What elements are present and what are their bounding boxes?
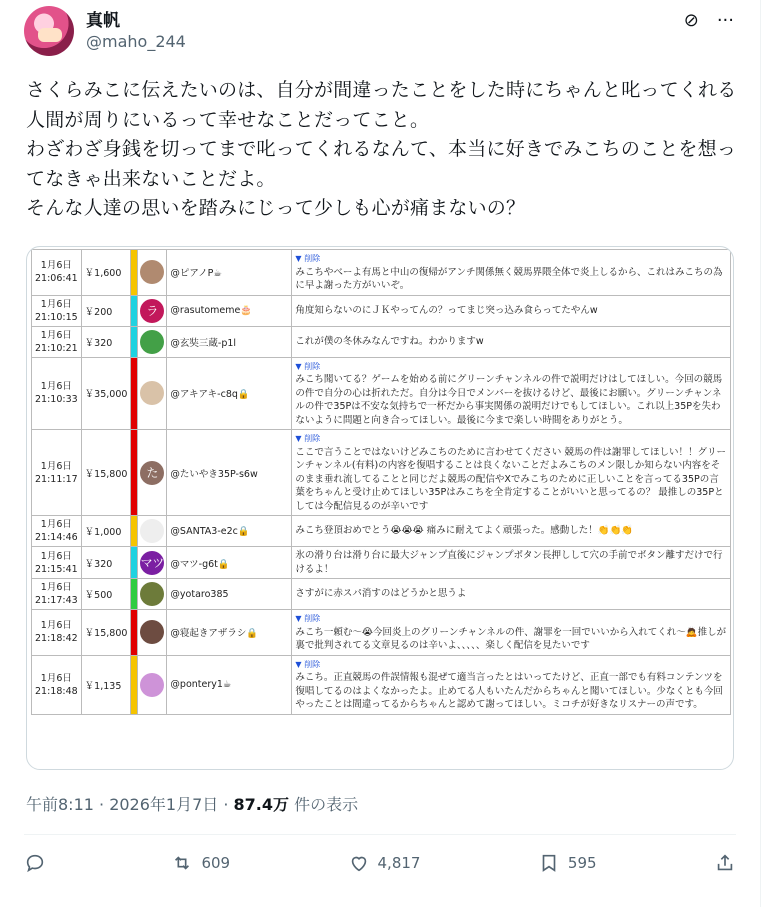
superchat-message: ここで言うことではないけどみこちのために言わせてください 競馬の件は謝罪してほしい！！グリーンチャンネル(有料)の内容を復唱することは良くないことだよみこちのメン限しか知らない内容をそのまま垂れ流してることと同じだよ競馬の配信やXでみこちのために正しいことを言ってる35Pの言葉をちゃんと受け止めてほしい35Pはみこちを全肯定することがいいと思ってるの？ 最推しの35Pとしては今配信見るのが辛いです — [295, 446, 726, 512]
post-meta — [26, 792, 358, 815]
superchat-color-bar — [131, 516, 138, 547]
superchat-message-cell — [292, 610, 731, 656]
superchat-username: @マツ-g6t🔒 — [167, 547, 292, 579]
superchat-amount: ￥1,000 — [81, 516, 131, 547]
action-bar — [24, 852, 736, 874]
user-avatar — [140, 582, 164, 606]
like-count: 4,817 — [377, 854, 421, 872]
post-timestamp[interactable]: 午前8:11 · 2026年1月7日 · — [26, 795, 234, 814]
superchat-message-cell — [292, 655, 731, 714]
post-paragraph: そんな人達の思いを踏みにじって少しも心が痛まないの？ — [26, 197, 526, 219]
superchat-message-cell — [292, 579, 731, 610]
superchat-table — [31, 249, 731, 715]
superchat-color-bar — [131, 326, 138, 357]
superchat-color-bar — [131, 547, 138, 579]
superchat-amount: ￥200 — [81, 295, 131, 326]
repost-icon — [171, 852, 193, 874]
superchat-amount: ￥15,800 — [81, 430, 131, 516]
superchat-row — [32, 326, 731, 357]
superchat-avatar-cell — [138, 655, 167, 714]
post-text — [26, 76, 738, 224]
bookmark-count: 595 — [567, 854, 597, 872]
superchat-username: @pontery1☕ — [167, 655, 292, 714]
user-avatar — [140, 381, 164, 405]
superchat-date: 1月6日 21:10:21 — [32, 326, 82, 357]
view-suffix: 件の表示 — [289, 795, 359, 814]
superchat-username: @ピアノP☕ — [167, 250, 292, 296]
user-avatar — [140, 673, 164, 697]
superchat-row — [32, 610, 731, 656]
author-name[interactable]: 真帆 — [86, 11, 120, 31]
superchat-message-cell — [292, 295, 731, 326]
superchat-message: さすがに赤スパ消すのはどうかと思うよ — [295, 588, 467, 600]
superchat-username: @玄奘三蔵-p1l — [167, 326, 292, 357]
superchat-avatar-cell — [138, 326, 167, 357]
more-options-icon[interactable]: ··· — [716, 10, 734, 31]
superchat-message: みこち一頼む〜😭今回炎上のグリーンチャンネルの件、謝罪を一回でいいから入れてくれ〜🙇推しが裏で批判されてる文章見るのは辛いよ、、、、、楽しく配信を見たいです — [295, 626, 727, 651]
superchat-message-cell — [292, 250, 731, 296]
author-handle[interactable]: @maho_244 — [86, 32, 186, 51]
superchat-username: @rasutomeme🎂 — [167, 295, 292, 326]
superchat-message: これが僕の冬休みなんですね。わかりますw — [295, 335, 484, 347]
superchat-username: @SANTA3-e2c🔒 — [167, 516, 292, 547]
superchat-message: みこち登頂おめでとう😭😭😭 痛みに耐えてよく頑張った。感動した！👏👏👏 — [295, 525, 634, 537]
view-count: 87.4万 — [233, 795, 290, 814]
superchat-color-bar — [131, 295, 138, 326]
superchat-row — [32, 655, 731, 714]
superchat-date: 1月6日 21:18:48 — [32, 655, 82, 714]
reply-icon — [24, 852, 46, 874]
superchat-message: 角度知らないのにＪＫやってんの？ってまじ突っ込み食らってたやんw — [295, 304, 598, 316]
superchat-date: 1月6日 21:06:41 — [32, 250, 82, 296]
superchat-avatar-cell — [138, 357, 167, 430]
superchat-date: 1月6日 21:17:43 — [32, 579, 82, 610]
bookmark-icon — [538, 852, 560, 874]
like-button[interactable] — [348, 852, 421, 874]
superchat-color-bar — [131, 610, 138, 656]
superchat-color-bar — [131, 250, 138, 296]
delete-label: ▼ 削除 — [295, 434, 321, 443]
superchat-avatar-cell — [138, 547, 167, 579]
superchat-message: みこちやべーよ有馬と中山の復帰がアンチ関係無く競馬界隈全体で炎上しるから、これはみこちの為に早よ謝った方がいいぞ。 — [295, 266, 723, 291]
post-paragraph: わざわざ身銭を切ってまで叱ってくれるなんて、本当に好きでみこちのことを想ってなきゃ出来ないことだよ。 — [26, 138, 737, 190]
superchat-color-bar — [131, 357, 138, 430]
superchat-avatar-cell — [138, 250, 167, 296]
superchat-row — [32, 547, 731, 579]
superchat-avatar-cell — [138, 430, 167, 516]
post-paragraph: さくらみこに伝えたいのは、自分が間違ったことをした時にちゃんと叱ってくれる人間が周りにいるって幸せなことだってこと。 — [26, 79, 737, 131]
delete-label: ▼ 削除 — [295, 659, 321, 669]
superchat-message: みこち。正直競馬の件誤情報も混ぜて適当言ったとはいってたけど、正直一部でも有料コンテンツを復唱してるのはよくなかったよ。止めてる人もいたんだからちゃんと聞いてほしい。少なくとも今回やったことは間違ってるからちゃんと認めて謝ってほしい。ミコチが好きなリスナーの声です。 — [295, 672, 723, 710]
user-avatar — [140, 519, 164, 543]
superchat-row — [32, 357, 731, 430]
delete-label: ▼ 削除 — [295, 254, 321, 263]
superchat-username: @たいやき35P-s6w — [167, 430, 292, 516]
user-avatar — [140, 330, 164, 354]
post-top-icons — [684, 10, 734, 31]
divider — [24, 834, 736, 835]
grok-icon[interactable]: ⊘ — [683, 10, 699, 31]
superchat-color-bar — [131, 430, 138, 516]
superchat-avatar-cell — [138, 516, 167, 547]
superchat-row — [32, 516, 731, 547]
superchat-date: 1月6日 21:11:17 — [32, 430, 82, 516]
superchat-amount: ￥15,800 — [81, 610, 131, 656]
superchat-username: @アキアキ-c8q🔒 — [167, 357, 292, 430]
superchat-date: 1月6日 21:10:33 — [32, 357, 82, 430]
superchat-amount: ￥35,000 — [81, 357, 131, 430]
heart-icon — [348, 852, 370, 874]
superchat-message-cell — [292, 357, 731, 430]
delete-label: ▼ 削除 — [295, 614, 321, 623]
superchat-amount: ￥320 — [81, 547, 131, 579]
superchat-row — [32, 579, 731, 610]
superchat-message-cell — [292, 516, 731, 547]
share-button[interactable] — [714, 852, 736, 874]
user-avatar: た — [140, 461, 164, 485]
superchat-avatar-cell — [138, 579, 167, 610]
repost-count: 609 — [201, 854, 231, 872]
user-avatar: ラ — [140, 299, 164, 323]
user-avatar: マツ — [140, 551, 164, 575]
superchat-date: 1月6日 21:10:15 — [32, 295, 82, 326]
superchat-date: 1月6日 21:15:41 — [32, 547, 82, 579]
reply-button[interactable] — [24, 852, 54, 874]
author-avatar[interactable] — [24, 6, 74, 56]
attached-image[interactable] — [26, 246, 734, 770]
superchat-message: みこち聞いてる？ゲームを始める前にグリーンチャンネルの件で説明だけはしてほしい。今回の競馬の件で自分の心は折れただ。自分は今日でメンバーを抜けるけど、最後にお願い。グリーンチャンネルの件で35Pは不安な気持ちで一杯だから事実関係の説明だけでもしてほしい。これ以上35Pを失わないように問題と向き合ってほしい。最後に今まで楽しい時間をありがとう。 — [295, 374, 723, 426]
superchat-username: @yotaro385 — [167, 579, 292, 610]
superchat-message-cell — [292, 430, 731, 516]
superchat-date: 1月6日 21:18:42 — [32, 610, 82, 656]
superchat-message-cell — [292, 547, 731, 579]
superchat-message: 氷の滑り台は滑り台に最大ジャンプ直後にジャンプボタン長押しして穴の手前でボタン離すだけで行けるよ！ — [295, 550, 723, 575]
superchat-date: 1月6日 21:14:46 — [32, 516, 82, 547]
delete-label: ▼ 削除 — [295, 361, 321, 371]
superchat-amount: ￥500 — [81, 579, 131, 610]
bookmark-button[interactable] — [538, 852, 597, 874]
superchat-color-bar — [131, 655, 138, 714]
superchat-color-bar — [131, 579, 138, 610]
superchat-row — [32, 295, 731, 326]
superchat-avatar-cell — [138, 295, 167, 326]
superchat-avatar-cell — [138, 610, 167, 656]
superchat-amount: ￥1,600 — [81, 250, 131, 296]
superchat-message-cell — [292, 326, 731, 357]
repost-button[interactable] — [171, 852, 230, 874]
superchat-amount: ￥320 — [81, 326, 131, 357]
user-avatar — [140, 260, 164, 284]
share-icon — [714, 852, 736, 874]
superchat-row — [32, 430, 731, 516]
superchat-row — [32, 250, 731, 296]
user-avatar — [140, 620, 164, 644]
superchat-amount: ￥1,135 — [81, 655, 131, 714]
superchat-username: @寝起きアザラシ🔒 — [167, 610, 292, 656]
